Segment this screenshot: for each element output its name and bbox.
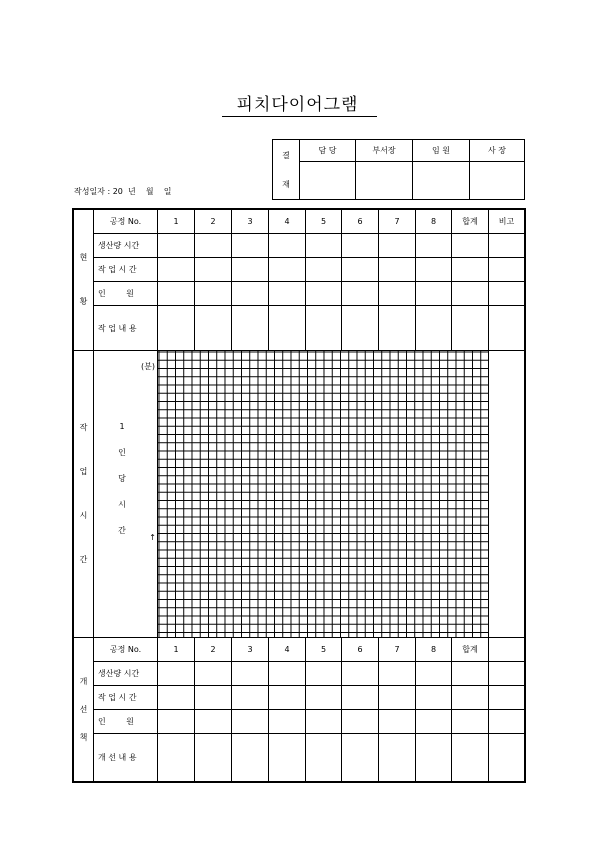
signature-box[interactable] — [356, 162, 413, 200]
cell[interactable] — [342, 234, 379, 258]
cell[interactable] — [232, 686, 269, 710]
col-header: 6 — [342, 210, 379, 234]
cell[interactable] — [195, 282, 232, 306]
col-header: 1 — [158, 210, 195, 234]
cell[interactable] — [232, 662, 269, 686]
cell[interactable] — [342, 282, 379, 306]
cell[interactable] — [452, 734, 489, 782]
col-header: 1 — [158, 638, 195, 662]
cell[interactable] — [232, 710, 269, 734]
cell[interactable] — [342, 710, 379, 734]
chart-remarks-cell[interactable] — [489, 351, 525, 638]
signature-box[interactable] — [470, 162, 525, 200]
cell[interactable] — [158, 710, 195, 734]
row-label-output-time: 생산량 시간 — [94, 662, 158, 686]
improvement-section-label: 개 선 책 — [74, 638, 94, 782]
cell[interactable] — [306, 306, 342, 351]
cell[interactable] — [195, 306, 232, 351]
cell[interactable] — [195, 710, 232, 734]
cell[interactable] — [489, 710, 525, 734]
approval-table — [272, 139, 525, 200]
cell[interactable] — [232, 282, 269, 306]
cell[interactable] — [416, 662, 452, 686]
col-header-remarks: 비고 — [489, 210, 525, 234]
cell[interactable] — [452, 710, 489, 734]
cell[interactable] — [195, 234, 232, 258]
cell[interactable] — [269, 258, 306, 282]
cell[interactable] — [306, 258, 342, 282]
cell[interactable] — [158, 234, 195, 258]
col-header: 7 — [379, 638, 416, 662]
process-no-label: 공정 No. — [94, 638, 158, 662]
col-header: 5 — [306, 210, 342, 234]
approval-header-president: 사 장 — [470, 140, 525, 162]
cell[interactable] — [306, 686, 342, 710]
cell[interactable] — [452, 258, 489, 282]
pitch-diagram-table — [73, 209, 525, 782]
chart-axis-label-cell — [94, 351, 158, 638]
cell[interactable] — [489, 734, 525, 782]
col-header: 7 — [379, 210, 416, 234]
cell[interactable] — [416, 258, 452, 282]
cell[interactable] — [306, 282, 342, 306]
cell[interactable] — [489, 282, 525, 306]
cell[interactable] — [306, 734, 342, 782]
row-label-work-time: 작 업 시 간 — [94, 258, 158, 282]
cell[interactable] — [269, 234, 306, 258]
approval-side-label: 결 재 — [273, 140, 300, 200]
cell[interactable] — [269, 306, 306, 351]
cell[interactable] — [379, 258, 416, 282]
col-header: 3 — [232, 210, 269, 234]
cell[interactable] — [452, 306, 489, 351]
cell[interactable] — [269, 686, 306, 710]
col-header-total: 합계 — [452, 638, 489, 662]
cell[interactable] — [416, 282, 452, 306]
cell[interactable] — [342, 734, 379, 782]
row-label-personnel: 인 원 — [94, 710, 158, 734]
cell[interactable] — [452, 234, 489, 258]
cell[interactable] — [489, 686, 525, 710]
cell[interactable] — [269, 282, 306, 306]
cell[interactable] — [342, 258, 379, 282]
signature-box[interactable] — [300, 162, 356, 200]
row-label-personnel: 인 원 — [94, 282, 158, 306]
cell[interactable] — [416, 234, 452, 258]
cell[interactable] — [342, 686, 379, 710]
col-header: 2 — [195, 638, 232, 662]
approval-header-executive: 임 원 — [413, 140, 470, 162]
title-underline — [222, 116, 377, 117]
col-header: 5 — [306, 638, 342, 662]
cell[interactable] — [269, 662, 306, 686]
cell[interactable] — [416, 734, 452, 782]
cell[interactable] — [379, 282, 416, 306]
cell[interactable] — [379, 710, 416, 734]
cell[interactable] — [452, 686, 489, 710]
cell[interactable] — [306, 662, 342, 686]
cell[interactable] — [489, 234, 525, 258]
work-time-section-label: 작 업 시 간 — [74, 351, 94, 638]
row-label-output-time: 생산량 시간 — [94, 234, 158, 258]
col-header: 8 — [416, 210, 452, 234]
cell[interactable] — [232, 734, 269, 782]
cell[interactable] — [158, 662, 195, 686]
cell[interactable] — [416, 306, 452, 351]
cell[interactable] — [269, 710, 306, 734]
cell[interactable] — [416, 710, 452, 734]
cell[interactable] — [232, 258, 269, 282]
cell[interactable] — [489, 662, 525, 686]
cell[interactable] — [379, 662, 416, 686]
row-label-improvement-content: 개 선 내 용 — [94, 734, 158, 782]
cell[interactable] — [379, 234, 416, 258]
cell[interactable] — [452, 662, 489, 686]
cell[interactable] — [195, 734, 232, 782]
cell[interactable] — [452, 282, 489, 306]
col-header-total: 합계 — [452, 210, 489, 234]
cell[interactable] — [158, 734, 195, 782]
cell[interactable] — [379, 734, 416, 782]
up-arrow-icon: ↑ — [149, 533, 156, 542]
process-no-label: 공정 No. — [94, 210, 158, 234]
date-line: 작성일자 : 20 년 월 일 — [74, 187, 172, 196]
chart-ylabel: 1 인 당 시 간 — [118, 422, 126, 535]
col-header: 2 — [195, 210, 232, 234]
cell[interactable] — [416, 686, 452, 710]
chart-unit: (분) — [141, 362, 155, 371]
cell[interactable] — [489, 306, 525, 351]
col-header: 6 — [342, 638, 379, 662]
approval-header-manager: 담 당 — [300, 140, 356, 162]
cell[interactable] — [306, 234, 342, 258]
cell[interactable] — [195, 258, 232, 282]
row-label-work-time: 작 업 시 간 — [94, 686, 158, 710]
page-title: 피치다이어그램 — [236, 95, 359, 115]
cell[interactable] — [379, 306, 416, 351]
cell[interactable] — [195, 662, 232, 686]
approval-header-dept-head: 부서장 — [356, 140, 413, 162]
cell[interactable] — [306, 710, 342, 734]
cell[interactable] — [269, 734, 306, 782]
cell[interactable] — [232, 306, 269, 351]
cell[interactable] — [158, 306, 195, 351]
cell[interactable] — [489, 258, 525, 282]
cell[interactable] — [195, 686, 232, 710]
signature-box[interactable] — [413, 162, 470, 200]
chart-grid[interactable] — [158, 351, 489, 638]
cell[interactable] — [158, 258, 195, 282]
current-section-label: 현 황 — [74, 210, 94, 351]
row-label-work-content: 작 업 내 용 — [94, 306, 158, 351]
col-header: 8 — [416, 638, 452, 662]
col-header: 4 — [269, 638, 306, 662]
cell[interactable] — [232, 234, 269, 258]
cell[interactable] — [379, 686, 416, 710]
cell[interactable] — [342, 306, 379, 351]
cell[interactable] — [342, 662, 379, 686]
cell[interactable] — [158, 282, 195, 306]
cell[interactable] — [489, 638, 525, 662]
col-header: 4 — [269, 210, 306, 234]
cell[interactable] — [158, 686, 195, 710]
col-header: 3 — [232, 638, 269, 662]
